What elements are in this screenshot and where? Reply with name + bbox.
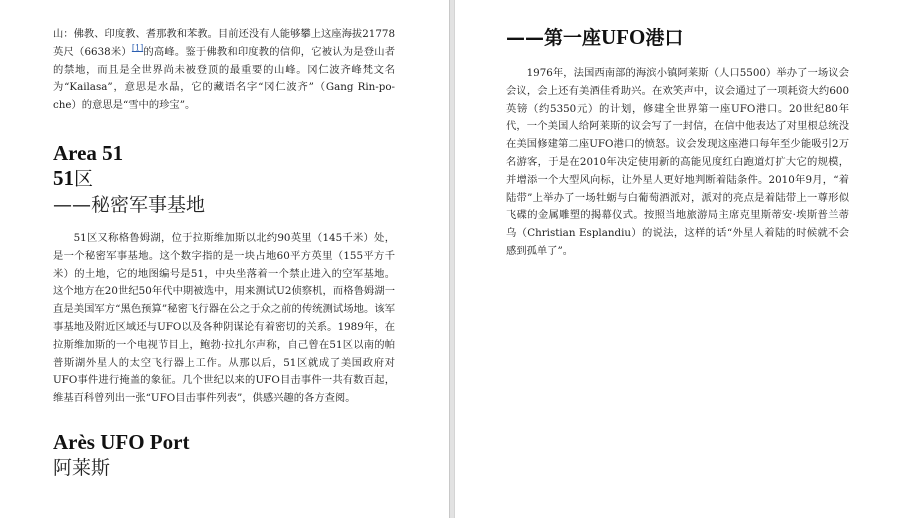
section-ares: [53, 430, 395, 481]
area51-title-en: Area 51: [53, 140, 124, 165]
ufo-port-body: 1976年，法国西南部的海滨小镇阿莱斯（人口5500）举办了一场议会会议，会上还有美酒佳肴助兴。在欢笑声中，议会通过了一项耗资大约600英镑（约5350元）的计划，修建全世界第一座UFO港口。20世纪80年代，一个美国人给阿莱斯的议会写了一封信，在信中他表达了对里根总统没在美国修建第二座UFO港口的愤怒。议会发现这座港口每年至少能吸引2万名游客，于是在2010年决定使用新的高能见度红白跑道灯扩大它的规模，并增添一个大型风向标，让外星人更好地判断着陆条件。2010年9月，“着陆带”上举办了一场牡蛎与白葡萄酒派对，派对的亮点是着陆带上一尊形似飞碟的金属雕塑的揭幕仪式。按照当地旅游局主席克里斯蒂安·埃斯普兰蒂乌（Christian Esplandiu）的说法，这样的话“外星人着陆的时候就不会感到孤单了”。: [506, 67, 849, 257]
area51-title-zh: [53, 166, 395, 192]
right-column: [506, 24, 849, 261]
section-area51: [53, 141, 395, 408]
left-column: [53, 26, 395, 481]
intro-text-after-cite: 的高峰。鉴于佛教和印度教的信仰，它被认为是登山者的禁地，而且是全世界尚未被登顶的最重要的山峰。冈仁波齐峰梵文名为“Kailasa”，意思是水晶，它的藏语名字“冈仁波齐”（Gang Rin-po-che）的意思是“雪中的珍宝”。: [53, 45, 395, 112]
ufo-port-heading-prefix: ——第一座: [506, 27, 602, 49]
ufo-port-heading-bold: UFO: [601, 25, 646, 49]
intro-paragraph: [53, 26, 395, 115]
area51-title-zh-suffix: 区: [74, 167, 94, 190]
ares-title-en: Arès UFO Port: [53, 429, 190, 454]
ares-title-zh: 阿莱斯: [53, 456, 111, 479]
intro-text-before-cite: 山：佛教、印度教、耆那教和苯教。目前还没有人能够攀上这座海拔21778英尺（6638米）: [53, 28, 395, 58]
ufo-port-heading: [506, 24, 849, 51]
right-page: [455, 0, 899, 518]
area51-title-num: 51: [53, 165, 74, 190]
area51-subtitle: ——秘密军事基地: [53, 193, 206, 216]
left-page: [0, 0, 449, 518]
area51-body: 51区又称格鲁姆湖，位于拉斯维加斯以北约90英里（145千米）处，是一个秘密军事基地。这个数字指的是一块占地60平方英里（155平方千米）的土地，它的地图编号是51，中央坐落着一个禁止进入的空军基地。这个地方在20世纪50年代中期被选中，用来测试U2侦察机，而格鲁姆湖一直是美国军方“黑色预算”秘密飞行器在公之于众之前的传统测试场地。该军事基地及附近区域还与UFO以及各种阴谋论有着密切的关系。1989年，在拉斯维加斯的一个电视节目上，鲍勃·拉扎尔声称，自己曾在51区以南的帕普斯湖外星人的太空飞行器上工作。从那以后，51区就成了美国政府对UFO事件进行掩盖的象征。几个世纪以来的UFO目击事件一共有数百起，维基百科曾列出一张“UFO目击事件列表”，供感兴趣的各方查阅。: [53, 231, 395, 405]
footnote-link[interactable]: [1]: [131, 43, 144, 53]
ufo-port-heading-suffix: 港口: [645, 27, 684, 49]
